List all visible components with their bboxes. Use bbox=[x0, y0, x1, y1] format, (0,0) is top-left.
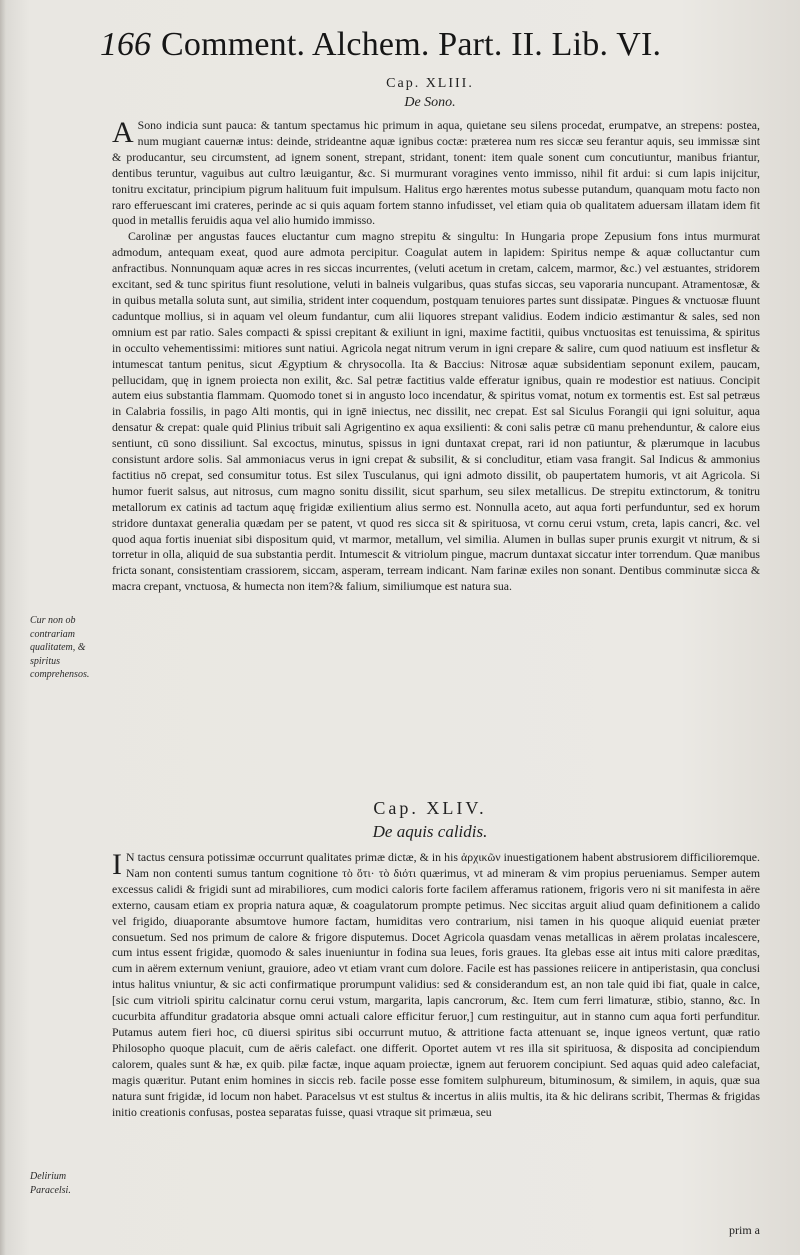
chapter-44-subtitle: De aquis calidis. bbox=[372, 822, 488, 841]
paragraph-text: Sono indicia sunt pauca: & tantum spectamus hic primum in aqua, quietane seu silens procedat, erumpatve, an strepens: postea, num mugiant cauernæ intus: deinde, strideantne aquæ ignibus coctæ: præterea num res siccæ seu ferantur aquis, seu immissæ sint & producantur, seu circumstent, ad ignem sonent, strepant, stridant, tonent: item quale sonent cum concutiuntur, manibus friantur, dentibus teruntur, vaguibus aut cultro læuigantur, &c. Si murmurant voragines vento immisso, nihil fit ardui: si cum lapis inijcitur, tonitru excitatur, principium pigrum halituum fuit impulsum. Halitus ergo hærentes motus subesse putandum, quanquam motu facto non raro efferuescant imi crateres, perinde ac si quis aquam fortem stanno infudisset, vel etiam quia ob qualitatem aduersam illatam idem fit quod in metallis feruidis aqua vel alio humido immisso. bbox=[112, 118, 760, 228]
page-number: 166 bbox=[100, 26, 151, 63]
chapter-43-subtitle: De Sono. bbox=[404, 95, 456, 110]
chapter-43-body bbox=[112, 118, 760, 595]
margin-note-1: Cur non ob contrariam qualitatem, & spiritus comprehensos. bbox=[30, 615, 90, 680]
drop-capital: A bbox=[112, 116, 134, 149]
drop-capital: I bbox=[112, 848, 122, 881]
paragraph-text: N tactus censura potissimæ occurrunt qualitates primæ dictæ, & in his ἀρχικῶν inuestigationem habent abstrusiorem difficilioremque. Nam non contenti sumus tantum cognitione τὸ ὅτι· τὸ διότι quærimus, vt ad mineram & vim propius perueniamus. Semper autem excessus calidi & frigidi sunt ad mirabiliores, cum modici caloris forte facilem afferamus rationem, frigoris vero ni sit manifesta in aëre externo, causam etiam ex propria natura aquæ, & coagulatorum prompte petimus. Nec siccitas arguit aliud quam definitionem a calido vel frigido, diuaporante absumtove humore factam, humiditas vero contrarium, nisi tamen in his quoque aliquid eueniat præter consuetum. Sed nos primum de calore & frigore disputemus. Docet Agricola quasdam venas metallicas in aërem prolatas incalescere, cum intus essent frigidæ, quomodo & sales inueniuntur in fodina sua leues, foris graues. Ita glebas esse ait intus miti calore præditas, cum in aërem externum veniunt, grauiore, adeo vt etiam vrant cum dolore. Facile est has passiones reiicere in antiperistasin, qua conclusi intus halitus vniuntur, & sic acti confirmatique prorumpunt validius: sed & considerandum est, an non tale quid ibi fiat, quale in calce, [sic cum vitrioli spiritu calcinatur cornu cerui vstum, margarita, lapis cancrorum, &c. Item cum ferri limaturæ, stibio, stanno, &c. In cucurbita affunditur gradatoria absque omni actuali calore efficitur feruor,] cum restinguitur, aut in stanno cum aqua forti perfunditur. Putamus autem fieri hoc, cū diuersi spiritus sibi occurrunt mutuo, & attritione facta attenuant se, inque igneos vertunt, quæ ratio Philosopho quoque placuit, cum de aëris calefact. one differit. Oportet autem vt res illa sit spirituosa, & disposita ad concipiendum calorem, quales sunt & hæ, ex quib. pilæ factæ, inque aquam proiectæ, ignem aut feruorem concipiunt. Sed aquas quid adeo calefaciat, magis quæritur. Putant enim homines in siccis reb. facile posse esse fomitem sulphureum, bituminosum, & similem, in aquis, quæ sua natura sunt frigidæ, id locum non habet. Paracelsus vt est stultus & incertus in aliis multis, ita & hic delirans scribit, Thermas & frigidas initio creationis confusas, postea separatas fuisse, quasi vtraque sit primæua, seu bbox=[112, 850, 760, 1119]
chapter-44-paragraph-1 bbox=[112, 850, 760, 1120]
running-title: Comment. Alchem. Part. II. Lib. VI. bbox=[161, 26, 662, 63]
chapter-43-paragraph-1 bbox=[112, 118, 760, 229]
chapter-43-paragraph-2: Carolinæ per angustas fauces eluctantur cum magno strepitu & singultu: In Hungaria prope Zepusium fons intus murmurat admodum, antequam exeat, quod aure admota percipitur. Coagulat autem in lapidem: Spiritus nempe & aquæ colluctantur cum anfractibus. Nonnunquam aquæ acres in res siccas incurrentes, (veluti acetum in cretam, calcem, marmor, &c.) vel æstuantes, stridorem excitant, sed & tunc spiritus fiunt resolutione, veluti in balneis vulgaribus, quas stufas siccas, seu vaporaria nuncupant. Atramentosæ, & in quibus metalla soluta sunt, aut similia, strident inter coquendum, postquam tenuiores partes sunt dissipatæ. Pingues & vnctuosæ fluunt caduntque mollius, si in aquam vel oleum fundantur, cum alii liquores strepant validius. Eodem indicio æstimantur & sales, sed non omnium est par ratio. Sales compacti & spissi crepitant & exiliunt in igni, maxime factitii, quibus vnctuositas est tenuissima, & spiritus in occulto vehementissimi: mitiores sunt natiui. Agricola negat nitrum verum in igni crepare & salire, cum quod natiuum est insfletur & intumescat tantum penitus, sicut Ægyptium & chrysocolla. Ita & Baccius: Nitrosæ aquæ subsidentiam seponunt exilem, paucam, pellucidam, quę in ignem proiecta non exilit, &c. Sal petræ factitius valde efferatur ignibus, quain re modestior est natiuus. Concipit autem eius substantia flammam. Quomodo tonet si in angusto loco incendatur, & spiritus vomat, notum ex tormentis est. Est sal petræus in Calabria fossilis, in pago Alti montis, qui in ignē iniectus, nec dissilit, nec crepat. Est sal Siculus Forangii qui igni soluitur, aqua densatur & crepat: quale quid Plinius tribuit sali Agrigentino ex aqua exsilienti: & coni salis petræ cū manu prehenduntur, & calore eius sentiunt, cū sono dissiliunt. Sal excoctus, minutus, spissus in igni duntaxat crepat, rari id non patiuntur, & plærumque in lacubus consistunt ardore solis. Sal ammoniacus verus in igni crepat & subsilit, & si concluditur, etiam vasa frangit. Sal Indicus & ammonius factitius nō crepat, sed consumitur totus. Est silex Tusculanus, qui igni admoto dissilit, ob paupertatem humoris, vt ait Agricola. Si humor fuerit salsus, aut nitrosus, cum magno sonitu dissilit, sicut sparhum, seu silex metallicus. De strepitu extinctorum, & tonitru metallorum ex catinis ad tactum aquę frigidæ exilientium alius sermo est. Nonnulla aceto, aut aqua forti perfunduntur, sed ex horum stridore duntaxat generalia quædam per se patent, vt quod res sicca sit & spirituosa, vt cornu cerui vstum, creta, lapis cancri, &c. vel quod aqua fortis inueniat sibi dispositum quid, vt marmor, metallum, vel similia. Alumen in bullas super prunis exurgit vt nitrum, & si torretur in olla, aliquid de sua substantia perdit. Intumescit & vitriolum pingue, macrum duntaxat siccatur inter torrendum. Quæ manibus fricta sonant, consistentiam crassiorem, siccam, asperam, terream indicant. Nam farinæ exiles non sonant. Dentibus comminutæ sicca & macra crepant, vnctuosa, & humecta non item?& falium, similiumque est natura sua. bbox=[112, 229, 760, 594]
chapter-43-heading: Cap. XLIII. bbox=[386, 76, 474, 91]
margin-note-2: Delirium Paracelsi. bbox=[30, 1171, 71, 1196]
catchword: prim a bbox=[729, 1223, 760, 1237]
chapter-44-body bbox=[112, 850, 760, 1120]
running-header bbox=[100, 24, 740, 66]
chapter-44-heading: Cap. XLIV. bbox=[373, 798, 487, 818]
